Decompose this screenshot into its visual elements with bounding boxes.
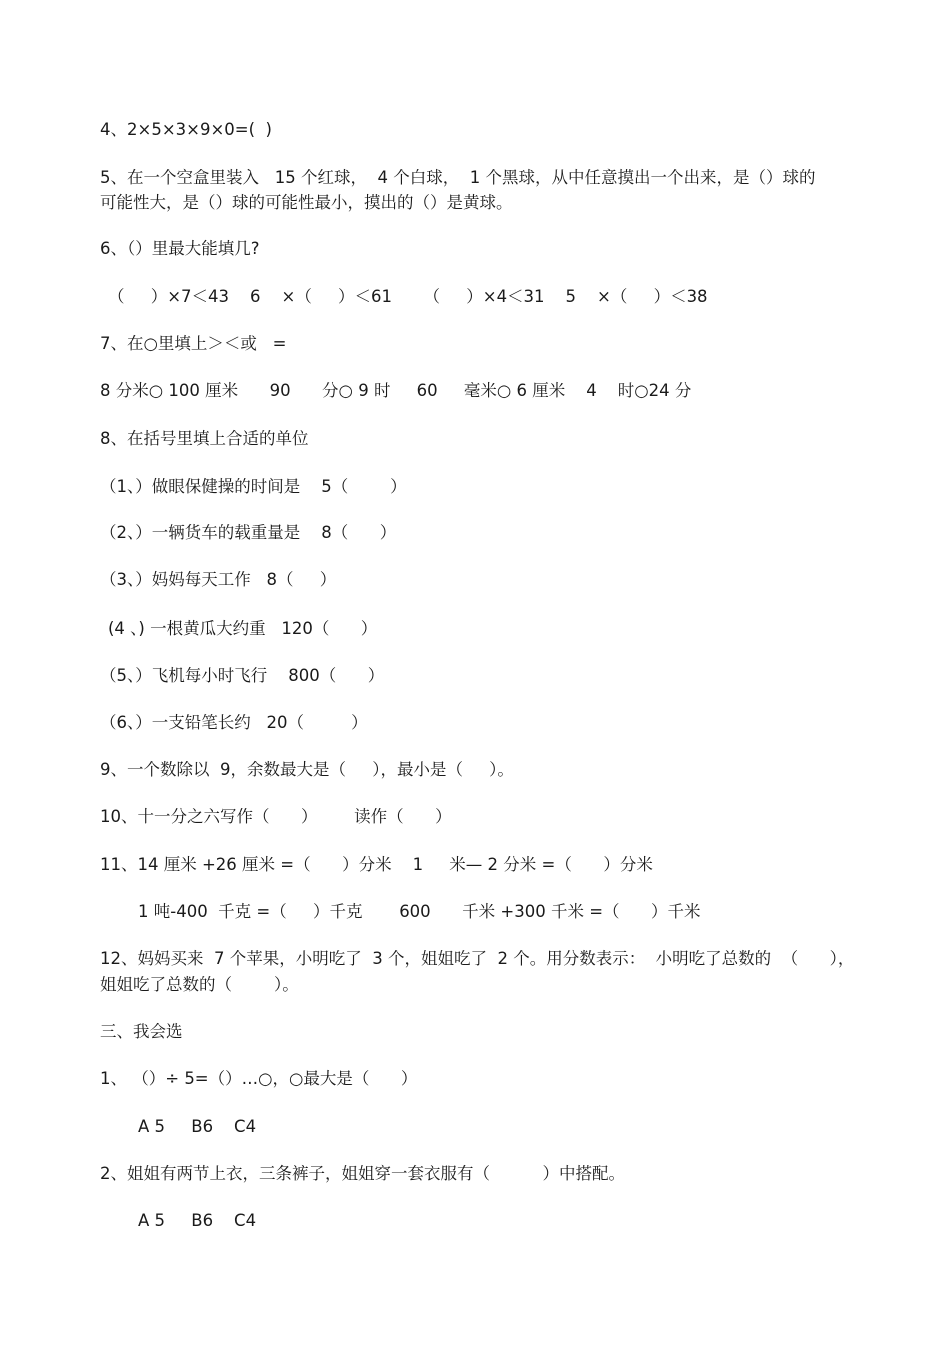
question-6-items: （ ）×7＜43 6 ×（ ）＜61 （ ）×4＜31 5 ×（ ）＜38 bbox=[108, 287, 708, 306]
question-11-line-2: 1 吨-400 千克 =（ ）千克 600 千米 +300 千米 =（ ）千米 bbox=[138, 902, 701, 921]
question-8-item-4: (4 、) 一根黄瓜大约重 120（ ） bbox=[108, 619, 378, 638]
question-12-line-2: 姐姐吃了总数的（ ）。 bbox=[100, 975, 299, 994]
question-8: 8、在括号里填上合适的单位 bbox=[100, 429, 309, 448]
question-9: 9、一个数除以 9，余数最大是（ ），最小是（ ）。 bbox=[100, 760, 514, 779]
question-11-line-1: 11、14 厘米 +26 厘米 =（ ）分米 1 米— 2 分米 =（ ）分米 bbox=[100, 855, 653, 874]
question-6: 6、（）里最大能填几? bbox=[100, 239, 260, 258]
question-7-items: 8 分米○ 100 厘米 90 分○ 9 时 60 毫米○ 6 厘米 4 时○24 分 bbox=[100, 381, 692, 400]
question-8-item-6: （6、）一支铅笔长约 20（ ） bbox=[100, 713, 368, 732]
question-12-line-1: 12、妈妈买来 7 个苹果，小明吃了 3 个，姐姐吃了 2 个。用分数表示： 小明吃了总数的 （ ）， bbox=[100, 949, 855, 968]
question-8-item-3: （3、）妈妈每天工作 8（ ） bbox=[100, 570, 337, 589]
question-5-line-2: 可能性大，是（）球的可能性最小，摸出的（）是黄球。 bbox=[100, 193, 513, 212]
choice-question-1: 1、 （）÷ 5=（）…○，○最大是（ ） bbox=[100, 1069, 418, 1088]
choice-question-2-options: A 5 B6 C4 bbox=[138, 1211, 257, 1230]
question-10: 10、十一分之六写作（ ） 读作（ ） bbox=[100, 807, 452, 826]
section-3-heading: 三、我会选 bbox=[100, 1022, 183, 1041]
question-7: 7、在○里填上＞＜或 = bbox=[100, 334, 287, 353]
question-4: 4、2×5×3×9×0=( ) bbox=[100, 120, 272, 139]
choice-question-1-options: A 5 B6 C4 bbox=[138, 1117, 257, 1136]
choice-question-2: 2、姐姐有两节上衣，三条裤子，姐姐穿一套衣服有（ ）中搭配。 bbox=[100, 1164, 625, 1183]
question-8-item-1: （1、）做眼保健操的时间是 5（ ） bbox=[100, 477, 407, 496]
question-8-item-5: （5、）飞机每小时飞行 800（ ） bbox=[100, 666, 385, 685]
question-5-line-1: 5、在一个空盒里装入 15 个红球， 4 个白球， 1 个黑球，从中任意摸出一个出来，是（）球的 bbox=[100, 168, 816, 187]
question-8-item-2: （2、）一辆货车的载重量是 8（ ） bbox=[100, 523, 397, 542]
